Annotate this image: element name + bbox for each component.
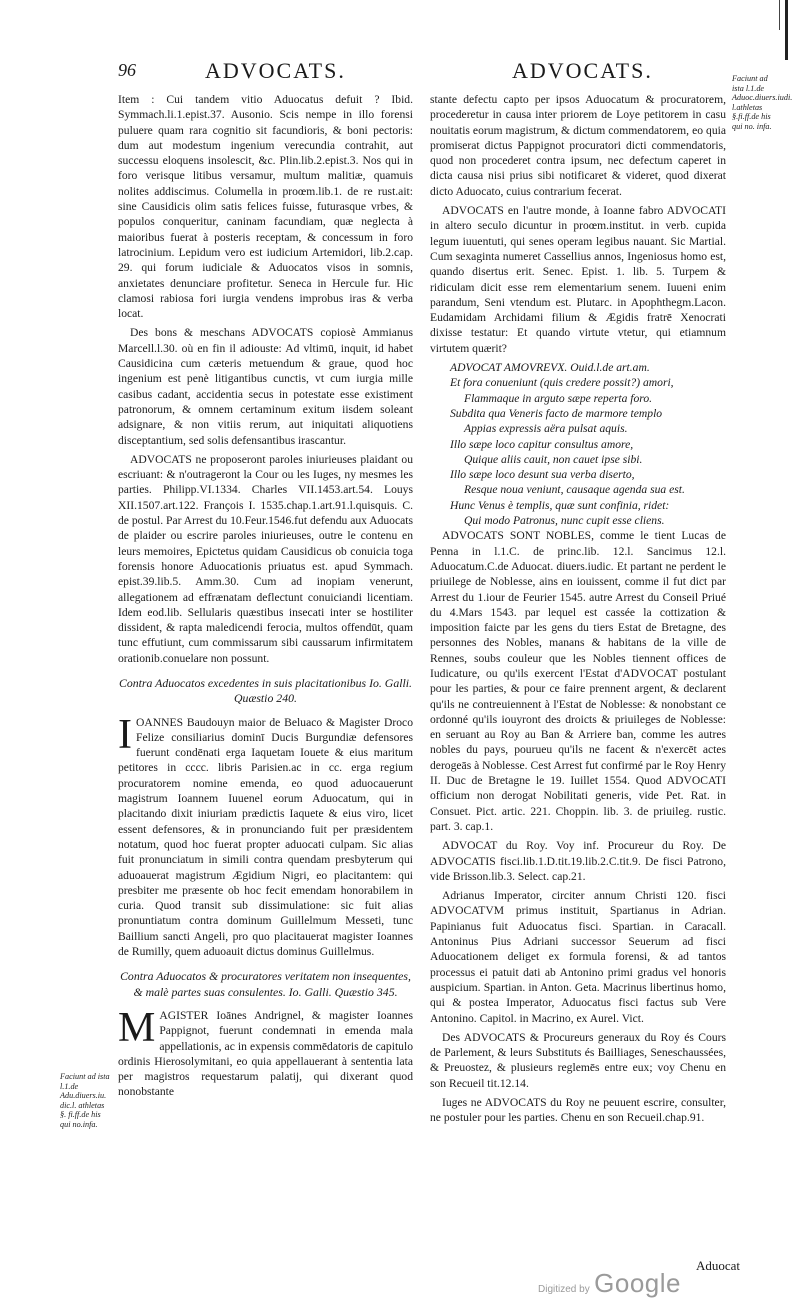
paragraph-paroles-iniurieuses: ADVOCATS ne proposeront paroles iniurieuses plaidant ou escriuant: & n'outrageront la Cour ou les Iuges, ny mesmes les parties. Philipp.VI.1334. Charles VII.1453.art.54. Louys XII.1507.art.122. François I. 1535.chap.1.art.91.l.quisquis. C. de postul. Par Arrest du 10.Feur.1546.fut defendu aux Aduocats de plaider ou escrire paroles iniurieuses, outre le contenu en leurs memoires, Epictetus quidam Causidicus ob conuicia toga forensis honore Aduocationis priuatus est. apud Symmach. epist.39.lib.5. Amm.30. Cum ad inopiam venerunt, allegationem ad effrænatam deflectunt conuiciandi licentiam. Idem eod.lib. Sellularis quæstibus insecati inter se hostiliter dissident, & rapta maledicendi ferocia, multos offendūt, quam tunc effutiunt, cum commissarum sibi caussarum infirmitatem orationib.conuelare non possunt.	[118, 452, 413, 665]
verse-line: Illo sæpe loco capitur consultus amore,	[450, 437, 634, 451]
watermark-prefix: Digitized by	[538, 1284, 590, 1295]
page-edge	[785, 0, 788, 60]
verse-line: Hunc Venus è templis, quæ sunt confinia, ridet:	[450, 498, 670, 512]
verse-line: Flammaque in arguto sæpe reperta foro.	[464, 391, 653, 405]
paragraph-item-cui-tandem: Item : Cui tandem vitio Aduocatus defuit ? Ibid. Symmach.li.1.epist.37. Ausonio. Scis nempe in illo forensi puluere quam rara cognitio sit facundioris, & boni pectoris: dum aut modestum ingenium verecundia contrahit, aut successu eloquens insolescit, &c. Plin.lib.2.epist.3. Nos qui in foro verisque litibus versamur, multum malitiæ, quamuis nolites addiscimus. Columella in proœm.lib.1. de re rust.ait: sine Causidicis olim satis felices fuisse, futurasque vrbes, & populos conqueritur, caninam facundiam, quæ neglecta à maioribus fuerat à posteris receptam, & concessum in foro latrocinium. Lepidum vero est iudicium Artemidori, lib.2.cap. 29. qui forum iudiciale & Aduocatos visos in somnis, anxietates denunciare profitetur. Seneca in Hercule fur. Hic clamosi rabiosa fori iurgia vendens improbus iras & verba locat.	[118, 93, 413, 321]
left-margin-note: Faciunt ad ista l.1.de Adu.diuers.iu. dic.l. athletas §. fi.ff.de his qui no.infa.	[60, 1072, 110, 1129]
paragraph-andrignel: MAGISTER Ioānes Andrignel, & magister Ioannes Pappignot, fuerunt condemnati in emenda mala appellationis, ac in expensis commēdatoris de capitulo ordinis Hierosolymitani, eo quia appellauerant à sententia lata per magistros requestarum palatij, qui dixerant quod nonobstante	[118, 1004, 413, 1099]
paragraph-adrianus: Adrianus Imperator, circiter annum Christi 120. fisci ADVOCATVM primus instituit, Spartianus in Adrian. Papinianus fuit Aduocatus fisci. Spartian. in Caracall. Antoninus Pius Adriani successor Seuerum ad fisci Aduocationem deliget ex formula forensi, & ad tantos processus ei patuit dati ab Antonino primi gradus vel honoris auspicium. Spartian. in Anton. Geta. Macrinus libertinus homo, qui & postea Imperator, Aduocatus fisci factus sub Vere Antonino. Capitol. in Macrino, ex Aurel. Vict.	[430, 889, 726, 1025]
catchword: Aduocat	[695, 1258, 740, 1273]
paragraph-autre-monde: ADVOCATS en l'autre monde, à Ioanne fabro ADVOCATI in altero seculo dicuntur in proœm.institut. in verb. cupida legum iuuentuti, qui senes operam legibus nauant. Sic Martial. Cum sexaginta numeret Cassellius annos, Ingeniosus homo est, quando disertus erit. Senec. Epist. 1. lib. 5. Turpem & ridiculam dicit esse rem elementarium senem. Iuueni enim parandum, Seni vtendum est. Plutarc. in Apophthegm.Lacon. Eudamidam Archidami filium & Ægidis fratrē Xenocrati dixisse testatur: Et quando virtute vtetur, qui etiamnum virtutem quærit?	[430, 204, 726, 355]
running-head-left: ADVOCATS.	[205, 58, 346, 83]
section-heading-quaestio-240: Contra Aduocatos excedentes in suis placitationibus Io. Galli. Quæstio 240.	[118, 675, 413, 706]
section-heading-quaestio-345: Contra Aduocatos & procuratores veritatem non insequentes, & malè partes suas consulentes. Io. Galli. Quæstio 345.	[120, 969, 411, 999]
digitized-by-google-watermark	[538, 1268, 681, 1299]
running-head-right: ADVOCATS.	[512, 58, 653, 83]
page-edge-line	[779, 0, 780, 30]
verse-line: Qui modo Patronus, nunc cupit esse cliens.	[464, 514, 665, 528]
verse-title: ADVOCAT AMOVREVX. Ouid.l.de art.am.	[450, 361, 650, 375]
right-margin-note: Faciunt ad ista l.1.de Aduoc.diuers.iudi. l.athletas §.fi.ff.de his qui no. infa.	[732, 74, 792, 131]
drop-cap-m: M	[118, 1004, 156, 1051]
verse-line: Et fora conueniunt (quis credere possit?) amori,	[450, 376, 674, 390]
verse-line: Appias expressis aëra pulsat aquis.	[464, 422, 628, 436]
right-column	[430, 92, 726, 1130]
verse-line: Illo sæpe loco desunt sua verba diserto,	[450, 468, 635, 482]
page-number: 96	[118, 60, 136, 80]
paragraph-procureurs-generaux: Des ADVOCATS & Procureurs generaux du Roy és Cours de Parlement, & leurs Substituts és Bailliages, Seneschaussées, & Preuostez, & plusieurs reglemēs entre eux; voy Chenu en son Recueil tit.12.14.	[430, 1030, 726, 1090]
verse-line: Quique aliis cauit, non cauet ipse sibi.	[464, 452, 643, 466]
paragraph-advocats-nobles: ADVOCATS SONT NOBLES, comme le tient Lucas de Penna in l.1.C. de princ.lib. 12.l. Sancimus 12.l. Aduocatum.C.de Aduocat. diuers.iudic. Et partant ne perdent le priuilege de Noblesse, ains en iouissent, comme il fut dict par Arrest du 1.iour de Feurier 1545. autre Arrest du Conseil Priué du 4.Mars 1543. par lequel est cassée la cottization & imposition faicte par les gens du tiers Estat de Bretagne, des personnes des Nobles, manans & habitans de la ville de Rennes, soubs couleur que les Nobles tiennent offices de Iudicature, ou qu'ils exercent l'Estat d'ADVOCAT postulant pour les parties, & pour ce faire prennent argent, & declarent qu'ils ne contreuiennent à l'Estat de Noblesse: & nonobstant ce ordonné qu'ils iouyront des droicts & priuileges de Noblesse: en seruant au Roy au Ban & Arriere ban, comme les autres nobles du pays, pourueu qu'ils ne facent & n'exercēt actes derogeās à Noblesse. Cest Arrest fut confirmé par le Roy Henry II. Duc de Bretagne le 19. Iuillet 1554. Quod ADVOCATI officium non derogat Nobilitati generis, vide Pet. Rat. in Consuet. Pict. artic. 221. Choppin. lib. 3. de priuileg. rustic. part. 3. cap.1.	[430, 529, 726, 833]
verse-line: Subdita qua Veneris facto de marmore templo	[450, 406, 663, 420]
watermark-brand: Google	[594, 1268, 681, 1298]
paragraph-bons-meschans: Des bons & meschans ADVOCATS copiosè Ammianus Marcell.l.30. où en fin il adiouste: Ad vltimū, inquit, id habet Causidicina cum cæteris metuendum & graue, quod hoc ingenium est penè litigantibus cunctis, vt cum iurgia mille casibus cadant, accidentia secus in potestate esse existiment patronorum, & omnem certaminum exitum iisdem soleant adsignare, & non vitiis rerum, aut iniquitati aliquotiens disceptantium, sed solis defensantibus irascantur.	[118, 326, 413, 447]
left-column	[118, 92, 413, 1104]
paragraph-baudouyn: IOANNES Baudouyn maior de Beluaco & Magister Droco Felize consiliarius dominī Ducis Burgundiæ defensores fuerunt condēnati erga Iaquetam Iouete & eius maritum petitores in cccc. libris Parisien.ac in cc. erga regium procuratorem nomine emenda, eo quod aduocauerunt magistrum Ioannem Iuuenel eorum Aduocatum, qui in placitando dixit iniuriam prædictis Iaquete & eius viro, licet essent defensores, & in pronunciando fuit per præsidentem notatum, quod hoc fuerat propter aduocati culpam. Sic alias fuit pronunciatum in simili contra quendam presbyterum qui aduoauerat magistrum Ægidium Nigri, eo placitantem: qui presbiter me præsente ob hoc fecit emendam honorabilem in curia. Quod transit sub dissimulatione: sic fuit alias pronuntiatum contra dominum Guillelmum Messeti, tunc Baillium sancti Angeli, pro quo placitauerat magister Ioannes de Rumilly, quem aduoauit dictus dominus Guillelmus.	[118, 711, 413, 959]
paragraph-advocat-du-roy: ADVOCAT du Roy. Voy inf. Procureur du Roy. De ADVOCATIS fisci.lib.1.D.tit.19.lib.2.C.tit.9. De fisci Patrono, vide Brisson.lib.3. Select. cap.21.	[430, 839, 726, 883]
drop-cap-i: I	[118, 711, 132, 758]
paragraph-iuges: Iuges ne ADVOCATS du Roy ne peuuent escrire, consulter, ne postuler pour les parties. Chenu en son Recueil.chap.91.	[430, 1096, 726, 1125]
verse-line: Resque noua veniunt, causaque agenda sua est.	[464, 483, 685, 497]
paragraph-nonobstante: stante defectu capto per ipsos Aduocatum & procuratorem, procederetur in causa inter priorem de Loye petitorem in casu nouitatis eorum magistrum, & dictum commendatorem, eo quia promiserat dictus Pappignot procuratori dicti commendatoris, quod non procederet contra ipsum, nec defectum caperet in dicta causa nisi prius sibi notificaret & videret, quod dixerat dicto Aduocato, cuius contrarium fecerat.	[430, 93, 726, 198]
